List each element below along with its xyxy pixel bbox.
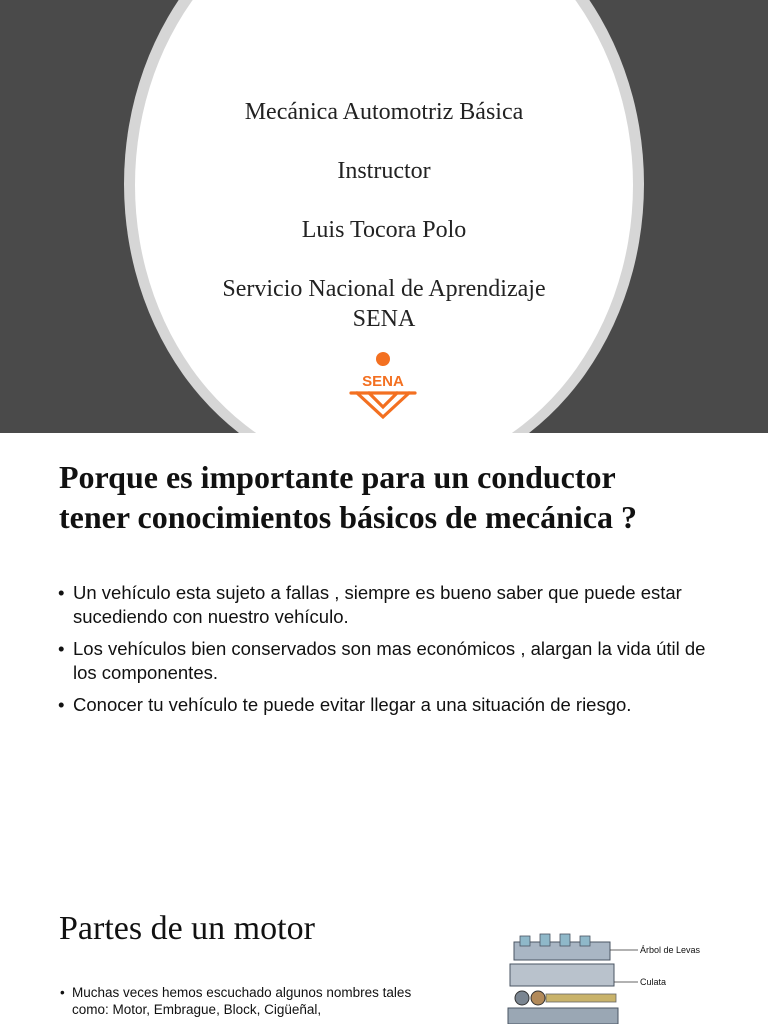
sena-logo-text: SENA (362, 373, 404, 390)
sena-logo (345, 349, 421, 421)
slide-title: Partes de un motor (59, 910, 315, 947)
institution-acronym: SENA (352, 306, 416, 332)
title-line-1: Porque es importante para un conductor (59, 459, 616, 495)
list-item (58, 693, 718, 717)
instructor-label: Instructor (337, 158, 431, 184)
bullet-icon: • (58, 638, 65, 659)
bullet-icon: • (58, 582, 65, 603)
bullet-icon: • (58, 694, 65, 715)
engine-parts-slide (0, 888, 768, 1024)
institution-name: Servicio Nacional de Aprendizaje (222, 276, 546, 302)
diagram-label-cylinder-head: Culata (640, 977, 667, 987)
bullet-text: Un vehículo esta sujeto a fallas , siempre es bueno saber que puede estar sucediendo con nuestro vehículo. (73, 582, 682, 627)
bullet-icon: • (60, 985, 65, 1000)
importance-slide (0, 433, 768, 888)
bullet-text: Conocer tu vehículo te puede evitar llegar a una situación de riesgo. (73, 694, 632, 715)
title-line-2: tener conocimientos básicos de mecánica ? (59, 499, 637, 535)
engine-diagram (500, 932, 700, 1024)
slide-title (59, 457, 749, 537)
instructor-name: Luis Tocora Polo (301, 217, 467, 243)
list-item (58, 581, 718, 629)
slide-body (60, 984, 422, 1018)
diagram-label-camshaft: Árbol de Levas (640, 945, 700, 955)
bullet-text: Los vehículos bien conservados son mas económicos , alargan la vida útil de los componentes. (73, 638, 706, 683)
course-title: Mecánica Automotriz Básica (244, 99, 524, 125)
title-slide (0, 0, 768, 433)
list-item (58, 637, 718, 685)
bullet-list (58, 581, 718, 725)
bullet-text: Muchas veces hemos escuchado algunos nombres tales como: Motor, Embrague, Block, Cigüeñal, (72, 985, 412, 1017)
